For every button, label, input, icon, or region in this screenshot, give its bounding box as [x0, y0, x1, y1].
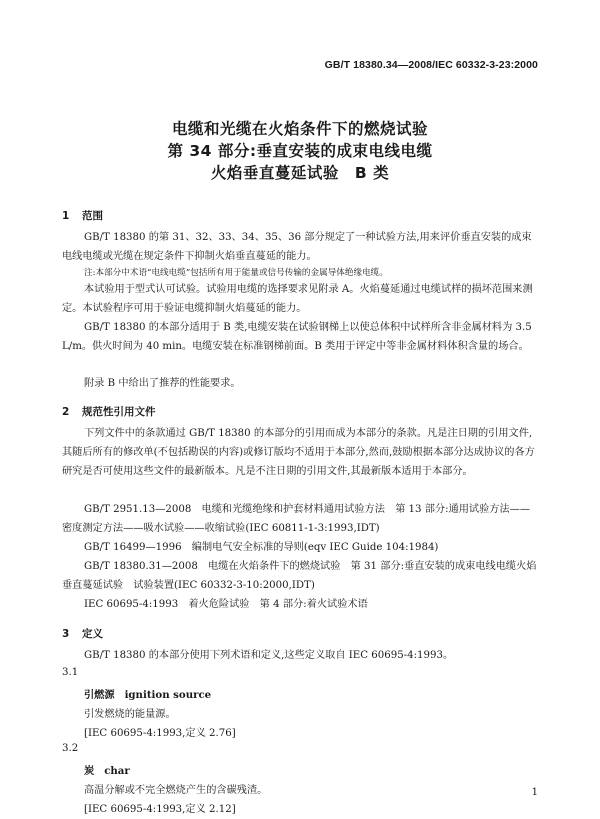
- reference-item: IEC 60695-4:1993 着火危险试验 第 4 部分:着火试验术语: [84, 599, 368, 610]
- section-title: 定义: [82, 628, 103, 640]
- reference-item: GB/T 2951.13—2008 电缆和光缆绝缘和护套材料通用试验方法 第 13 部分:通用试验方法——密度测定方法——吸水试验——收缩试验(IEC 60811-1-3:1993,IDT): [62, 504, 531, 534]
- definition-number: 3.1: [62, 667, 79, 678]
- term-english: char: [104, 765, 130, 777]
- section-number: 1: [62, 210, 70, 222]
- section-number: 2: [62, 406, 70, 418]
- document-title-line-3: 火焰垂直蔓延试验 B 类: [210, 164, 390, 182]
- standard-number: GB/T 18380.34—2008/IEC 60332-3-23:2000: [324, 59, 538, 71]
- page-number: 1: [531, 787, 538, 798]
- section-1-heading: [62, 208, 103, 223]
- definition-text: 引发燃烧的能量源。: [84, 709, 176, 720]
- term-english: ignition source: [124, 689, 212, 701]
- section-3-heading: [62, 626, 103, 641]
- paragraph: GB/T 18380 的第 31、32、33、34、35、36 部分规定了一种试验方法,用来评价垂直安装的成束电线电缆或光缆在规定条件下抑制火焰垂直蔓延的能力。: [62, 232, 532, 262]
- reference-item: GB/T 16499—1996 编制电气安全标准的导则(eqv IEC Guide 104:1984): [84, 542, 439, 553]
- note: 注:本部分中术语“电线电缆”包括所有用于能量或信号传输的金属导体绝缘电缆。: [84, 268, 388, 278]
- definition-source: [IEC 60695-4:1993,定义 2.12]: [84, 804, 236, 815]
- paragraph: 本试验用于型式认可试验。试验用电缆的选择要求见附录 A。火焰蔓延通过电缆试样的损坏范围来测定。本试验程序可用于验证电缆抑制火焰蔓延的能力。: [62, 284, 533, 314]
- definition-text: 高温分解或不完全燃烧产生的含碳残渣。: [84, 785, 268, 796]
- definition-term: [84, 762, 130, 777]
- document-title-line-1: 电缆和光缆在火焰条件下的燃烧试验: [171, 120, 428, 138]
- section-number: 3: [62, 628, 70, 640]
- document-title-line-2: 第 34 部分:垂直安装的成束电线电缆: [167, 142, 433, 160]
- section-title: 规范性引用文件: [82, 406, 156, 418]
- paragraph: GB/T 18380 的本部分使用下列术语和定义,这些定义取自 IEC 60695-4:1993。: [84, 650, 454, 661]
- paragraph: 下列文件中的条款通过 GB/T 18380 的本部分的引用而成为本部分的条款。凡是注日期的引用文件,其随后所有的修改单(不包括勘误的内容)或修订版均不适用于本部分,然而,鼓励根据本部分达成协议的各方研究是否可使用这些文件的最新版本。凡是不注日期的引用文件,其最新版本适用于本部分。: [62, 428, 535, 477]
- term-chinese: 引燃源: [84, 689, 115, 701]
- definition-term: [84, 686, 211, 701]
- paragraph: GB/T 18380 的本部分适用于 B 类,电缆安装在试验钢梯上以使总体积中试样所含非金属材料为 3.5 L/m。供火时间为 40 min。电缆安装在标准钢梯前面。B 类用于评定中等非金属材料体积含量的场合。: [62, 322, 532, 352]
- reference-item: GB/T 18380.31—2008 电缆在火焰条件下的燃烧试验 第 31 部分:垂直安装的成束电线电缆火焰垂直蔓延试验 试验装置(IEC 60332-3-10:2000,IDT): [62, 561, 537, 591]
- paragraph: 附录 B 中给出了推荐的性能要求。: [84, 378, 241, 389]
- definition-number: 3.2: [62, 743, 79, 754]
- term-chinese: 炭: [84, 765, 95, 777]
- definition-source: [IEC 60695-4:1993,定义 2.76]: [84, 728, 236, 739]
- section-title: 范围: [82, 210, 103, 222]
- section-2-heading: [62, 404, 156, 419]
